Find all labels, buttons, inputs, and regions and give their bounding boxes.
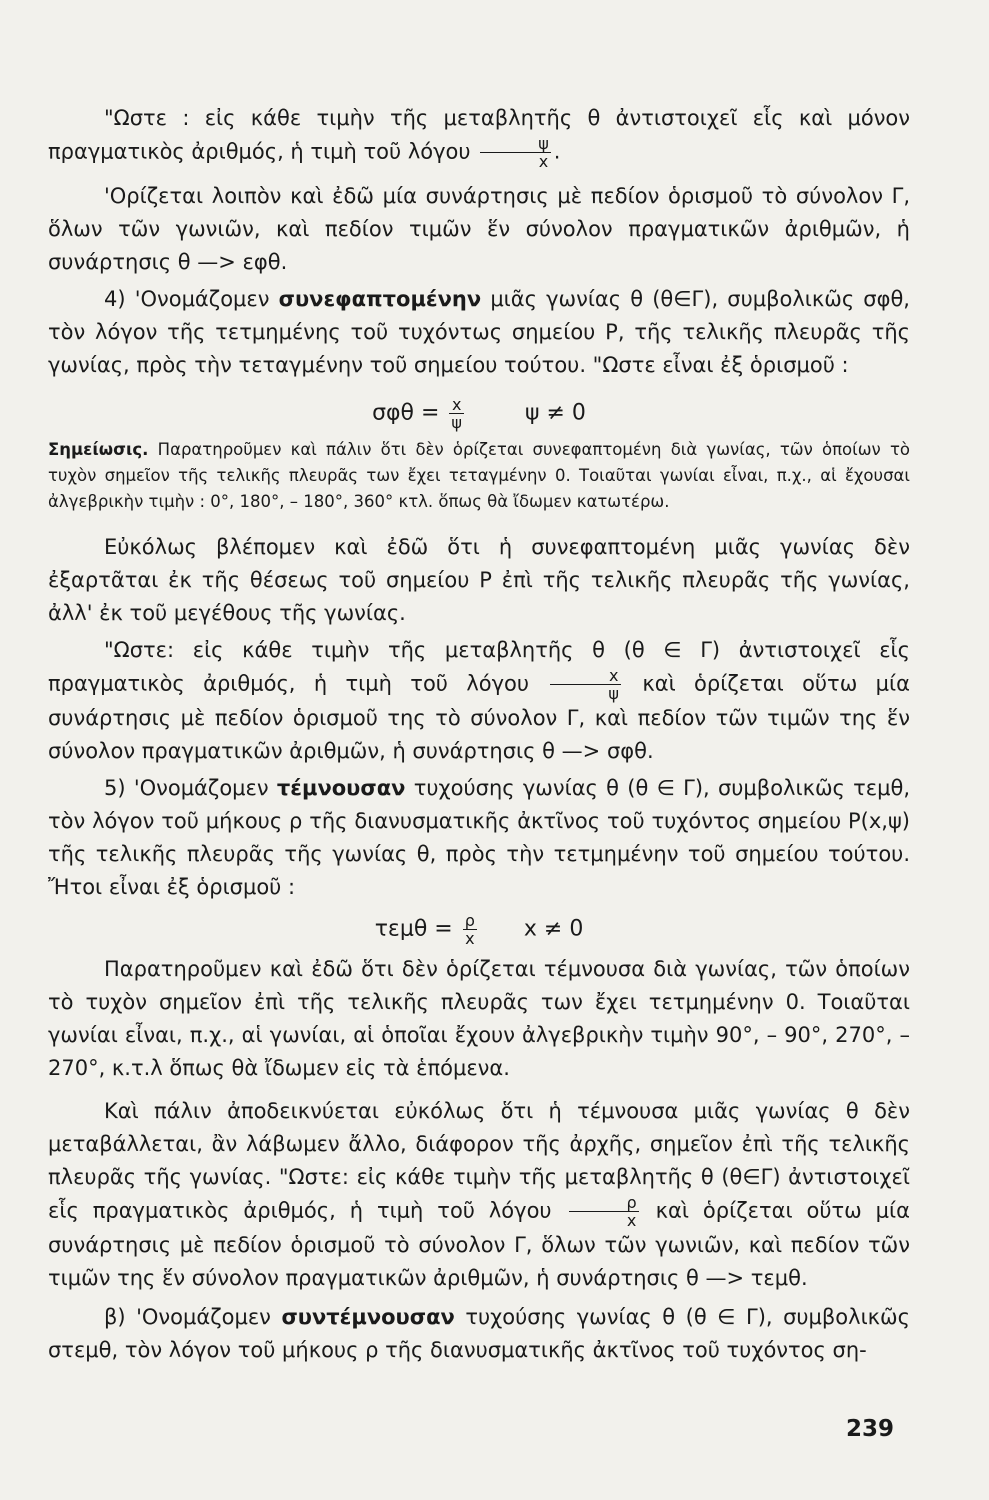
equation-sec: τεμθ = $\frac{\rho}{x}$ x ≠ 0 — [374, 911, 584, 948]
paragraph-8: Καὶ πάλιν ἀποδεικνύεται εὐκόλως ὅτι ἡ τέμνουσα μιᾶς γωνίας θ δὲν μεταβάλλεται, ἂν λάβωμεν ἄλλο, διάφορον τῆς ἀρχῆς, σημεῖον ἐπὶ τῆς τελικῆς πλευρᾶς τῆς γωνίας. "Ωστε: εἰς κάθε τιμὴν τῆς μεταβλητῆς θ (θ∈Γ) ἀντιστοιχεῖ εἷς πραγματικὸς ἀριθμός, ἡ τιμὴ τοῦ λόγου $\frac{\rho}{x}$ καὶ ὁρίζεται οὕτω μία συνάρτησις μὲ πεδίον ὁρισμοῦ τὸ σύνολον Γ, ὅλων τῶν γωνιῶν, καὶ πεδίον τῶν τιμῶν της ἕν σύνολον πραγματικῶν ἀριθμῶν, ἡ συνάρτησις θ —> τεμθ. — [48, 1099, 910, 1290]
paragraph-7: Παρατηροῦμεν καὶ ἐδῶ ὅτι δὲν ὁρίζεται τέμνουσα διὰ γωνίας, τῶν ὁποίων τὸ τυχὸν σημεῖον ἐπὶ τῆς τελικῆς πλευρᾶς των ἔχει τετμημένην 0. Τοιαῦται γωνίαι εἶναι, π.χ., αἱ γωνίαι, αἱ ὁποῖαι ἔχουν ἀλγεβρικὴν τιμὴν 90°, – 90°, 270°, – 270°, κ.τ.λ ὅπως θὰ ἴδωμεν εἰς τὰ ἑπόμενα. — [48, 957, 910, 1080]
fraction-rho-over-x: $\frac{\rho}{x}$ — [569, 1194, 639, 1229]
paragraph-4: Εὐκόλως βλέπομεν καὶ ἐδῶ ὅτι ἡ συνεφαπτομένη μιᾶς γωνίας δὲν ἐξαρτᾶται ἐκ τῆς θέσεως τοῦ σημείου Ρ ἐπὶ τῆς τελικῆς πλευρᾶς τῆς γωνίας, ἀλλ' ἐκ τοῦ μεγέθους τῆς γωνίας. — [48, 535, 910, 625]
paragraph-9: β) 'Ονομάζομεν συντέμνουσαν τυχούσης γωνίας θ (θ ∈ Γ), συμβολικῶς στεμθ, τὸν λόγον τοῦ μήκους ρ τῆς διανυσματικῆς ἀκτῖνος τοῦ τυχόντος ση- — [48, 1305, 910, 1362]
page-number: 239 — [845, 1416, 894, 1442]
note-paragraph: Σημείωσις. Παρατηροῦμεν καὶ πάλιν ὅτι δὲν ὁρίζεται συνεφαπτομένη διὰ γωνίας, τῶν ὁποίων τὸ τυχὸν σημεῖον τῆς τελικῆς πλευρᾶς των ἔχει τεταγμένην 0. Τοιαῦται γωνίαι εἶναι, π.χ., αἱ ἔχουσαι ἀλγεβρικὴν τιμὴν : 0°, 180°, – 180°, 360° κτλ. ὅπως θὰ ἴδωμεν κατωτέρω. — [48, 440, 910, 511]
paragraph-1: "Ωστε : εἰς κάθε τιμὴν τῆς μεταβλητῆς θ ἀντιστοιχεῖ εἷς καὶ μόνον πραγματικὸς ἀριθμός, ἡ τιμὴ τοῦ λόγου $\frac{\psi}{x}$ . — [48, 106, 910, 171]
equation-cot: σφθ = $\frac{x}{\psi}$ ψ ≠ 0 — [372, 395, 586, 432]
paragraph-6: 5) 'Ονομάζομεν τέμνουσαν τυχούσης γωνίας θ (θ ∈ Γ), συμβολικῶς τεμθ, τὸν λόγον τοῦ μήκους ρ τῆς διανυσματικῆς ἀκτῖνος τοῦ τυχόντος σημείου Ρ(x,ψ) τῆς τελικῆς πλευρᾶς τῆς γωνίας θ, πρὸς τὴν τετμημένην τοῦ σημείου τούτου. Ἤτοι εἶναι ἐξ ὁρισμοῦ : — [48, 776, 911, 899]
term-bold: συντέμνουσαν — [281, 1305, 455, 1329]
fraction-x-over-psi: $\frac{x}{\psi}$ — [550, 667, 621, 702]
note-label: Σημείωσις. — [48, 440, 149, 459]
paragraph-5: "Ωστε: εἰς κάθε τιμὴν τῆς μεταβλητῆς θ (θ ∈ Γ) ἀντιστοιχεῖ εἷς πραγματικὸς ἀριθμός, ἡ τιμὴ τοῦ λόγου $\frac{x}{\psi}$ καὶ ὁρίζεται οὕτω μία συνάρτησις μὲ πεδίον ὁρισμοῦ της τὸ σύνολον Γ, καὶ πεδίον τῶν τιμῶν της ἕν σύνολον πραγματικῶν ἀριθμῶν, ἡ συνάρτησις θ —> σφθ. — [48, 638, 910, 763]
term-bold: συνεφαπτομένην — [278, 287, 482, 311]
term-bold: τέμνουσαν — [276, 776, 406, 800]
paragraph-3: 4) 'Ονομάζομεν συνεφαπτομένην μιᾶς γωνίας θ (θ∈Γ), συμβολικῶς σφθ, τὸν λόγον τῆς τετμημένης τοῦ τυχόντως σημείου Ρ, τῆς τελικῆς πλευρᾶς τῆς γωνίας, πρὸς τὴν τεταγμένην τοῦ σημείου τούτου. "Ωστε εἶναι ἐξ ὁρισμοῦ : — [48, 287, 910, 377]
paragraph-2: 'Ορίζεται λοιπὸν καὶ ἐδῶ μία συνάρτησις μὲ πεδίον ὁρισμοῦ τὸ σύνολον Γ, ὅλων τῶν γωνιῶν, καὶ πεδίον τιμῶν ἕν σύνολον πραγματικῶν ἀριθμῶν, ἡ συνάρτησις θ —> εφθ. — [48, 184, 910, 274]
text-block — [48, 102, 910, 1367]
fraction-psi-over-x: $\frac{\psi}{x}$ — [480, 135, 551, 170]
